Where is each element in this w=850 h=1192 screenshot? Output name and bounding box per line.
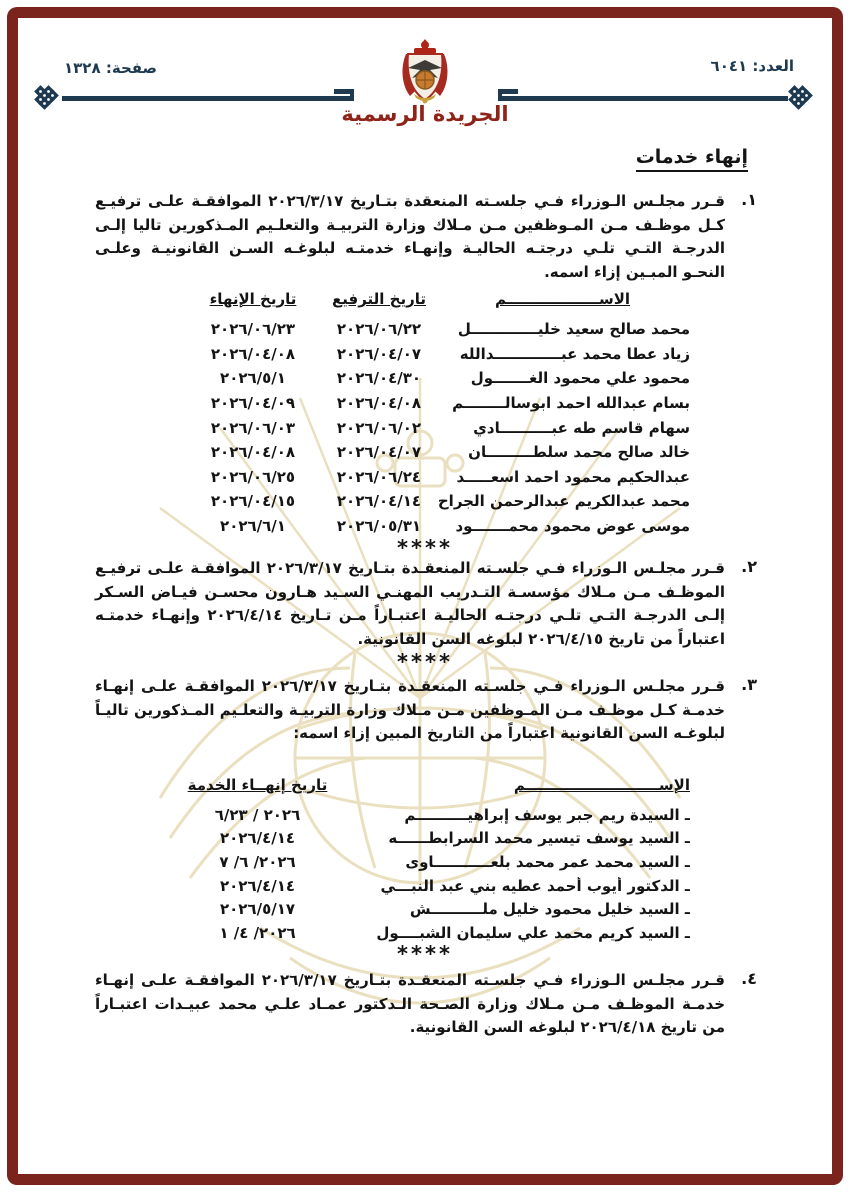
decision-item-1 (95, 190, 757, 284)
table-cell-date: ٢٠٢٦ / ٦/٢٣ (214, 805, 301, 824)
column-header-promotion-date: تاريخ الترفيع (332, 290, 426, 308)
table-body (183, 317, 690, 538)
table-cell-termination: ٢٠٢٦/٠٤/٠٨ (210, 443, 296, 462)
table-row (183, 465, 690, 490)
header-rule-cap-connector-left (350, 89, 354, 101)
decision-number: ٢. (741, 557, 757, 576)
decision-item-2 (95, 557, 757, 651)
table-cell-name: خالد صالح محمد سلطـــــــــان (468, 443, 690, 462)
decision-item-3 (95, 675, 757, 746)
table-cell-termination: ٢٠٢٦/٥/١ (220, 369, 286, 388)
table-row (180, 874, 690, 898)
decision-text: قـرر مجلـس الـوزراء فـي جلسـته المنعقدة بتـاريخ ٢٠٢٦/٣/١٧ الموافقـة علـى ترفيـع كـل موظـف مـن المـوظفين مـن مـلاك وزارة التربيـة والتعلـيم المـذكورين تاليا إلـى الدرجـة التـي تلـي درجتـه الحاليـة وإنهـاء خدمتـه لبلوغـه السـن القانونيـة وعلـى النحـو المبـين إزاء اسمه. (95, 192, 725, 281)
table-row (183, 366, 690, 391)
table-row (183, 391, 690, 416)
table-cell-promotion: ٢٠٢٦/٠٤/٠٧ (336, 443, 422, 462)
table-cell-termination: ٢٠٢٦/٠٤/١٥ (210, 492, 296, 511)
table-cell-promotion: ٢٠٢٦/٠٤/٣٠ (336, 369, 422, 388)
table-row (180, 850, 690, 874)
decision-number: ٤. (741, 969, 757, 988)
table-row (183, 489, 690, 514)
table-cell-name: موسى عوض محمود محمـــــــود (455, 517, 690, 536)
table-cell-termination: ٢٠٢٦/٠٤/٠٩ (210, 394, 296, 413)
table-body (180, 803, 690, 945)
table-row (183, 440, 690, 465)
table-cell-promotion: ٢٠٢٦/٠٤/١٤ (336, 492, 422, 511)
decision-text: قـرر مجلـس الـوزراء فـي جلسـته المنعقـدة بتـاريخ ٢٠٢٦/٣/١٧ الموافقـة علـى إنهـاء خدمـة الموظـف مـن مـلاك وزارة الصـحة الـدكتور عمـاد علـي محمد عبيـدات اعتبـاراً من تاريخ ٢٠٢٦/٤/١٨ لبلوغه السن القانونية. (95, 971, 725, 1037)
column-header-termination-date: تاريخ الإنهاء (209, 290, 297, 308)
table-cell-termination: ٢٠٢٦/٠٤/٠٨ (210, 344, 296, 363)
table-cell-promotion: ٢٠٢٦/٠٦/٢٢ (336, 320, 422, 339)
jordan-coat-of-arms-icon (394, 38, 456, 110)
column-header-name: الاســــــــــــــــــم (494, 290, 631, 308)
table-header-row (183, 290, 690, 317)
table-cell-name: عبدالحكيم محمود احمد اسعـــــد (456, 467, 690, 486)
issue-number-label: العدد: ٦٠٤١ (710, 57, 794, 75)
table-cell-date: ٢٠٢٦/ ٦/ ٧ (219, 852, 296, 871)
table-cell-name: ـ السيدة ريم جبر يوسف إبراهيــــــــــم (404, 805, 690, 824)
table-row (180, 803, 690, 827)
header-rule-right (500, 96, 788, 101)
table-row (183, 415, 690, 440)
table-row (183, 317, 690, 342)
table-cell-date: ٢٠٢٦/ ٤/ ١ (219, 923, 296, 942)
decision-text: قـرر مجلـس الـوزراء فـي جلسـته المنعقـدة بتـاريخ ٢٠٢٦/٣/١٧ الموافقـة علـى إنهـاء خدمـة كـل موظـف مـن المـوظفين مـن مـلاك وزارة التربيـة والتعلـيم المـذكورين تاليـاً لبلوغـه السن القانونية اعتباراً من التاريخ المبين إزاء اسمه: (95, 677, 725, 743)
table-cell-promotion: ٢٠٢٦/٠٦/٢٤ (336, 467, 422, 486)
table-cell-date: ٢٠٢٦/٥/١٧ (219, 900, 296, 919)
braided-knot-rule-end-icon (787, 84, 817, 114)
table-row (180, 827, 690, 851)
gazette-title: الجريدة الرسمية (341, 102, 509, 126)
table-cell-name: محمد صالح سعيد خليـــــــــــــل (457, 320, 690, 339)
table-cell-termination: ٢٠٢٦/٠٦/٢٥ (210, 467, 296, 486)
table-cell-promotion: ٢٠٢٦/٠٤/٠٧ (336, 344, 422, 363)
decision-text: قـرر مجلـس الـوزراء فـي جلسـته المنعقـدة بتـاريخ ٢٠٢٦/٣/١٧ الموافقـة علـى ترفيـع الموظـف مـن مـلاك مؤسسـة التـدريب المهنـي السـيد هـارون محسـن فيـاض السـكر إلـى الدرجـة التـي تلـي درجتـه الحاليـة اعتبـاراً مـن تـاريخ ٢٠٢٦/٤/١٤ وإنهـاء خدمتـه اعتباراً من تاريخ ٢٠٢٦/٤/١٥ لبلوغه السن القانونية. (95, 559, 726, 648)
header-rule-left (62, 96, 352, 101)
table-header-row (180, 776, 690, 803)
column-header-name: الإســــــــــــــــــــــــــم (513, 776, 690, 794)
decision-item-4 (95, 969, 757, 1040)
table-row (183, 342, 690, 367)
table-row (180, 897, 690, 921)
table-cell-promotion: ٢٠٢٦/٠٦/٠٢ (336, 418, 422, 437)
table-cell-name: محمود علي محمود الغـــــــول (470, 369, 690, 388)
table-cell-name: محمد عبدالكريم عبدالرحمن الجراح (437, 492, 690, 511)
section-separator: **** (397, 536, 453, 560)
table-cell-name: ـ السيد كريم محمد علي سليمان الشبــــول (376, 923, 690, 942)
braided-knot-rule-end-icon (33, 84, 63, 114)
table-cell-termination: ٢٠٢٦/٠٦/٠٣ (210, 418, 296, 437)
table-row (183, 514, 690, 539)
table-cell-name: ـ الدكتور أيوب أحمد عطيه بني عبد النبـــي (380, 876, 690, 895)
table-cell-name: ـ السيد خليل محمود خليل ملــــــــــش (409, 900, 690, 919)
section-title: إنهاء خدمات (636, 146, 748, 172)
decision-number: ١. (741, 190, 757, 209)
table-cell-promotion: ٢٠٢٦/٠٥/٣١ (336, 517, 422, 536)
table-cell-name: سهام قاسم طه عبــــــــــادي (473, 418, 690, 437)
header-rule-cap-connector-right (498, 89, 502, 101)
table-cell-name: بسام عبدالله احمد ابوسالــــــــم (452, 394, 690, 413)
section-separator: **** (397, 650, 453, 674)
promotion-table (183, 290, 690, 538)
table-cell-promotion: ٢٠٢٦/٠٤/٠٨ (336, 394, 422, 413)
table-cell-name: ـ السيد محمد عمر محمد بلعـــــــــــاوى (405, 852, 690, 871)
table-cell-date: ٢٠٢٦/٤/١٤ (219, 829, 296, 848)
table-cell-name: ـ السيد يوسف تيسير محمد السرابطــــــه (388, 829, 690, 848)
table-cell-termination: ٢٠٢٦/٦/١ (220, 517, 286, 536)
table-cell-date: ٢٠٢٦/٤/١٤ (219, 876, 296, 895)
section-separator: **** (397, 942, 453, 966)
column-header-end-date: تاريخ إنهــاء الخدمة (187, 776, 328, 794)
table-cell-name: زياد عطا محمد عبـــــــــــــدالله (459, 344, 690, 363)
table-cell-termination: ٢٠٢٦/٠٦/٢٣ (210, 320, 296, 339)
decision-number: ٣. (741, 675, 757, 694)
page-number-label: صفحة: ١٣٢٨ (64, 59, 158, 77)
service-termination-table (180, 776, 690, 945)
